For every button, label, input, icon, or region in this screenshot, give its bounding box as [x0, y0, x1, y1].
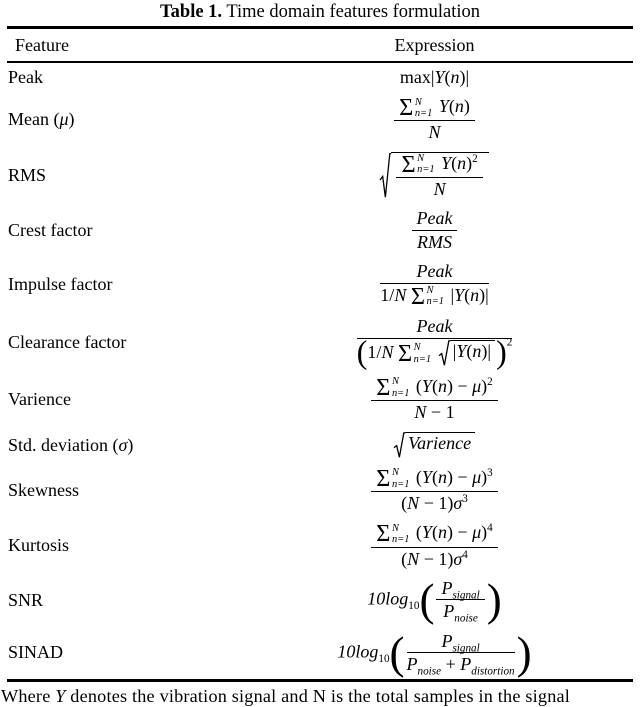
superscript: [487, 376, 493, 388]
sigma-icon: Σ: [399, 94, 414, 122]
math-text: SNR: [8, 589, 44, 610]
math-italic: RMS: [416, 231, 452, 252]
math-text: 1/: [367, 341, 382, 362]
math-italic: 10log: [367, 588, 409, 609]
math-italic: μ: [472, 522, 482, 543]
footnote: [0, 682, 640, 707]
feature-label: [8, 274, 112, 295]
expression-math: [379, 152, 489, 200]
feature-label: [8, 389, 71, 410]
superscript: [462, 549, 468, 561]
math-text: 2: [472, 152, 478, 165]
math-text: [433, 342, 438, 362]
fraction: [412, 208, 458, 252]
fraction: [371, 464, 497, 514]
fraction: [356, 316, 513, 372]
math-text: |: [452, 341, 457, 362]
math-italic: N: [433, 178, 446, 199]
subscript: [452, 589, 479, 601]
expression-cell: [255, 464, 640, 514]
math-text: Peak: [8, 66, 43, 87]
summation: Σ N n=1: [397, 339, 432, 367]
math-italic: Y: [434, 66, 445, 87]
math-bold: Table 1.: [160, 2, 223, 22]
math-text: Std. deviation (: [8, 434, 119, 455]
square-root: [394, 432, 475, 459]
column-header-expression: [262, 35, 633, 56]
numerator: [371, 464, 497, 492]
table-row: [0, 430, 640, 461]
math-text: 4: [462, 548, 468, 561]
math-text: 3: [462, 493, 468, 506]
math-italic: P: [441, 577, 453, 598]
table-row: [0, 374, 640, 425]
math-text: )|: [481, 341, 491, 362]
subscript: [408, 600, 419, 612]
table-body: [0, 63, 640, 679]
math-text: ): [466, 152, 473, 173]
feature-cell: [0, 109, 255, 130]
denominator: [436, 600, 484, 625]
math-text: 2: [487, 376, 493, 389]
numerator: [380, 261, 488, 284]
math-text: denotes the vibration signal and N is the total samples in the signal: [65, 686, 571, 707]
radical-icon: [439, 340, 450, 367]
expression-cell: [255, 522, 640, 569]
numerator: [396, 150, 482, 178]
math-text: 4: [487, 522, 493, 535]
sigma-icon: Σ: [410, 282, 425, 310]
fraction: [371, 373, 497, 423]
math-italic: n: [457, 152, 467, 173]
numerator: [436, 578, 484, 601]
math-text: Impulse factor: [8, 274, 113, 295]
math-text: ): [481, 466, 488, 487]
math-text: ): [463, 96, 470, 117]
feature-label: [8, 590, 43, 611]
table-row: [0, 150, 640, 202]
math-text: SINAD: [8, 642, 64, 663]
math-italic: 10log: [337, 640, 379, 661]
denominator: [406, 653, 515, 678]
summation: Σ N n=1: [376, 520, 410, 548]
math-italic: Peak: [416, 260, 453, 281]
table-header-row: [7, 29, 633, 61]
math-italic: N: [381, 341, 394, 362]
feature-cell: [0, 165, 255, 186]
math-italic: μ: [472, 376, 482, 397]
math-text: ) −: [446, 522, 473, 543]
math-italic: N: [407, 493, 420, 514]
feature-cell: [0, 332, 255, 353]
superscript: [472, 153, 478, 165]
feature-cell: [0, 67, 255, 88]
superscript: [462, 493, 468, 505]
math-text: − 1: [426, 402, 455, 423]
math-text: − 1): [419, 493, 454, 514]
math-italic: σ: [118, 434, 128, 455]
math-text: ) −: [446, 466, 473, 487]
math-text: (: [464, 284, 471, 305]
expression-cell: [255, 316, 640, 372]
math-text: ) −: [446, 376, 473, 397]
feature-cell: [0, 480, 255, 501]
feature-cell: [0, 389, 255, 410]
math-italic: n: [472, 341, 482, 362]
denominator: [371, 401, 497, 423]
math-text: 2: [506, 336, 513, 349]
subscript: [454, 613, 478, 625]
expression-cell: [255, 208, 640, 252]
math-italic: P: [441, 630, 453, 651]
summation: Σ N n=1: [376, 464, 410, 492]
math-text: Time domain features formulation: [222, 2, 480, 22]
denominator: [371, 548, 497, 570]
expression-math: [369, 464, 499, 514]
math-italic: n: [437, 522, 447, 543]
math-text: ): [127, 434, 134, 455]
expression-math: [400, 67, 469, 88]
big-paren: ): [495, 335, 507, 372]
math-italic: distortion: [471, 665, 515, 678]
fraction: [371, 522, 497, 569]
math-text: Where: [1, 686, 56, 707]
table-row: [0, 65, 640, 90]
summation: Σ N n=1: [399, 94, 433, 122]
expression-math: [355, 316, 515, 372]
math-italic: signal: [452, 589, 480, 602]
expression-cell: [255, 67, 640, 88]
expression-cell: [255, 96, 640, 143]
math-italic: Y: [441, 152, 452, 173]
table-row: [0, 629, 640, 677]
math-text: (: [444, 66, 451, 87]
fraction: [380, 261, 488, 308]
feature-cell: [0, 274, 255, 295]
feature-cell: [0, 435, 255, 456]
math-italic: Y: [438, 96, 449, 117]
column-header-expression-label: Expression: [394, 35, 475, 56]
denominator: [412, 231, 458, 253]
feature-cell: [0, 220, 255, 241]
numerator: [412, 208, 458, 231]
math-text: 3: [487, 466, 493, 479]
big-paren: (: [389, 627, 405, 678]
math-italic: n: [437, 466, 447, 487]
big-paren: ): [516, 627, 532, 678]
radical-icon: [394, 432, 405, 459]
subscript: [378, 652, 389, 664]
expression-math: [369, 373, 499, 423]
feature-label: [8, 165, 46, 186]
table-row: [0, 465, 640, 516]
expression-math: [337, 627, 532, 678]
feature-label: [8, 109, 75, 130]
subscript: [452, 642, 479, 654]
math-italic: σ: [453, 493, 463, 514]
math-text: Clearance factor: [8, 331, 127, 352]
math-text: (: [401, 548, 408, 569]
math-text: |: [445, 284, 455, 305]
feature-label: [8, 535, 69, 556]
big-paren: (: [356, 335, 368, 372]
math-italic: Y: [421, 522, 432, 543]
math-italic: Y: [454, 284, 465, 305]
denominator: [396, 178, 482, 200]
summation: Σ N n=1: [401, 150, 435, 178]
math-text: (: [431, 466, 438, 487]
fraction: [394, 96, 475, 143]
math-text: )|: [479, 284, 489, 305]
math-italic: μ: [472, 466, 482, 487]
math-italic: Y: [421, 466, 432, 487]
math-text: − 1): [419, 548, 454, 569]
subscript: [418, 666, 442, 678]
fraction: [406, 630, 515, 678]
feature-cell: [0, 590, 255, 611]
math-italic: P: [460, 654, 472, 675]
expression-math: [369, 522, 499, 569]
expression-cell: [255, 261, 640, 308]
table-row: [0, 520, 640, 571]
superscript: [487, 522, 493, 534]
math-italic: noise: [454, 613, 478, 625]
feature-cell: [0, 642, 255, 663]
table-row: [0, 314, 640, 372]
sigma-icon: Σ: [401, 150, 416, 178]
big-paren: (: [419, 574, 435, 625]
summation: Σ N n=1: [410, 282, 444, 310]
feature-label: [8, 642, 63, 663]
math-text: (: [466, 341, 473, 362]
column-header-feature: Feature: [15, 35, 69, 56]
table-row: [0, 206, 640, 254]
square-root: [439, 340, 495, 367]
math-italic: Y: [55, 686, 66, 707]
math-italic: Peak: [416, 316, 453, 337]
numerator: [371, 522, 497, 547]
math-text: 1/: [380, 284, 395, 305]
math-text: (: [411, 522, 422, 543]
math-italic: n: [450, 66, 460, 87]
math-italic: n: [437, 376, 447, 397]
expression-cell: [255, 627, 640, 678]
math-italic: Varience: [408, 432, 472, 453]
table-row: [0, 94, 640, 145]
big-paren: ): [486, 574, 502, 625]
feature-label: [8, 332, 126, 353]
fraction: [396, 150, 482, 200]
table-title: [0, 0, 640, 26]
math-text: (: [448, 96, 455, 117]
numerator: [394, 96, 475, 121]
feature-cell: [0, 535, 255, 556]
math-text: ): [481, 376, 488, 397]
math-italic: σ: [453, 548, 463, 569]
math-italic: n: [454, 96, 464, 117]
math-text: Kurtosis: [8, 535, 70, 556]
numerator: [371, 373, 497, 401]
math-text: Varience: [8, 389, 71, 410]
math-italic: n: [470, 284, 480, 305]
math-text: (: [431, 376, 438, 397]
math-italic: Y: [456, 341, 467, 362]
math-text: ): [68, 109, 75, 130]
math-italic: N: [414, 402, 427, 423]
expression-math: [393, 432, 476, 459]
math-italic: signal: [452, 642, 480, 655]
math-text: )|: [459, 66, 470, 87]
numerator: [407, 631, 515, 654]
expression-math: [367, 574, 502, 625]
square-root: [380, 152, 488, 200]
feature-label: [8, 220, 92, 241]
subscript: [471, 666, 514, 678]
radical-icon: [380, 152, 391, 200]
math-italic: Peak: [416, 208, 453, 229]
math-text: RMS: [8, 165, 47, 186]
math-text: ): [481, 522, 488, 543]
denominator: [380, 284, 488, 308]
superscript: [507, 337, 513, 349]
denominator: [371, 492, 497, 514]
sigma-icon: Σ: [376, 464, 391, 492]
math-italic: P: [443, 601, 455, 622]
table-row: [0, 259, 640, 310]
math-text: Mean (: [8, 109, 60, 130]
math-italic: μ: [59, 109, 69, 130]
math-text: 10: [378, 652, 390, 665]
feature-label: [8, 480, 79, 501]
math-text: (: [411, 376, 422, 397]
math-text: (: [431, 522, 438, 543]
sigma-icon: Σ: [376, 373, 391, 401]
feature-label: [8, 435, 133, 456]
math-italic: noise: [417, 665, 442, 678]
denominator: [394, 121, 475, 143]
math-italic: Y: [421, 376, 432, 397]
sigma-icon: Σ: [397, 339, 413, 367]
math-text: +: [441, 654, 461, 675]
math-italic: N: [407, 548, 420, 569]
expression-math: [378, 261, 490, 308]
summation: Σ N n=1: [376, 373, 410, 401]
expression-cell: [255, 152, 640, 200]
expression-math: [392, 96, 477, 143]
math-italic: N: [394, 284, 407, 305]
math-italic: N: [428, 122, 441, 143]
math-text: Crest factor: [8, 219, 93, 240]
feature-label: [8, 67, 43, 88]
math-text: max|: [399, 66, 435, 87]
math-italic: P: [406, 654, 418, 675]
expression-cell: [255, 373, 640, 423]
math-text: (: [451, 152, 458, 173]
numerator: [357, 316, 513, 339]
expression-cell: [255, 574, 640, 625]
math-text: Skewness: [8, 479, 79, 500]
expression-math: [410, 208, 460, 252]
math-text: (: [411, 466, 422, 487]
math-text: (: [401, 493, 408, 514]
denominator: [356, 335, 513, 372]
superscript: [487, 467, 493, 479]
table-row: [0, 576, 640, 624]
sigma-icon: Σ: [376, 520, 391, 548]
math-text: 10: [408, 599, 420, 612]
expression-cell: [255, 432, 640, 459]
fraction: [436, 577, 484, 625]
